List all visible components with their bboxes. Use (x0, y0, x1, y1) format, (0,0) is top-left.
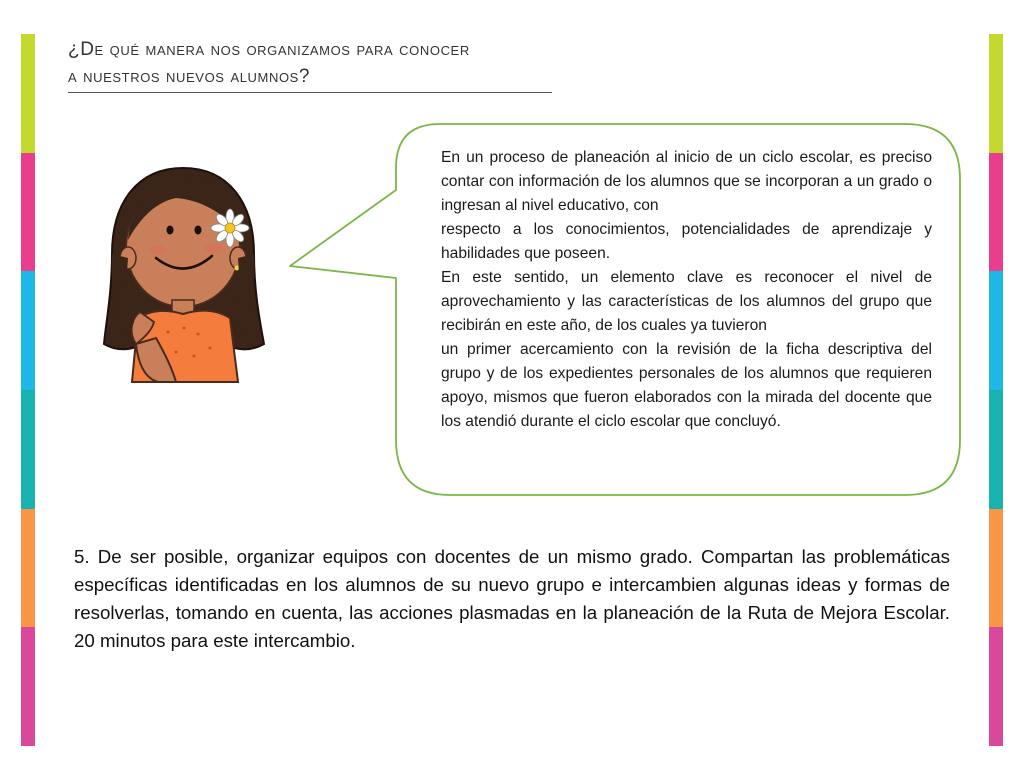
instruction-paragraph: 5. De ser posible, organizar equipos con docentes de un mismo grado. Compartan las problemáticas específicas identificadas en los alumnos de su nuevo grupo e intercambien algunas ideas y formas de resolverlas, tomando en cuenta, las acciones plasmadas en la planeación de la Ruta de Mejora Escolar. 20 minutos para este intercambio. (74, 546, 950, 651)
bubble-paragraph: En un proceso de planeación al inicio de un ciclo escolar, es preciso contar con información de los alumnos que se incorporan a un grado o ingresan al nivel educativo, con (441, 149, 932, 214)
girl-with-flower-illustration (98, 162, 268, 398)
slide-title-line-1: ¿De qué manera nos organizamos para conocer (68, 39, 470, 60)
bubble-paragraph: un primer acercamiento con la revisión de la ficha descriptiva del grupo y de los expedientes personales de los alumnos que requieren apoyo, mismos que fueron elaborados con la mirada del docente que los atendió durante el ciclo escolar que concluyó. (441, 341, 932, 430)
speech-bubble-text (441, 146, 932, 434)
bubble-paragraph: respecto a los conocimientos, potencialidades de aprendizaje y habilidades que poseen. (441, 221, 932, 262)
slide-title-line-2: a nuestros nuevos alumnos? (68, 66, 311, 87)
bubble-paragraph: En este sentido, un elemento clave es reconocer el nivel de aprovechamiento y las características de los alumnos del grupo que recibirán en este año, de los cuales ya tuvieron (441, 269, 932, 334)
